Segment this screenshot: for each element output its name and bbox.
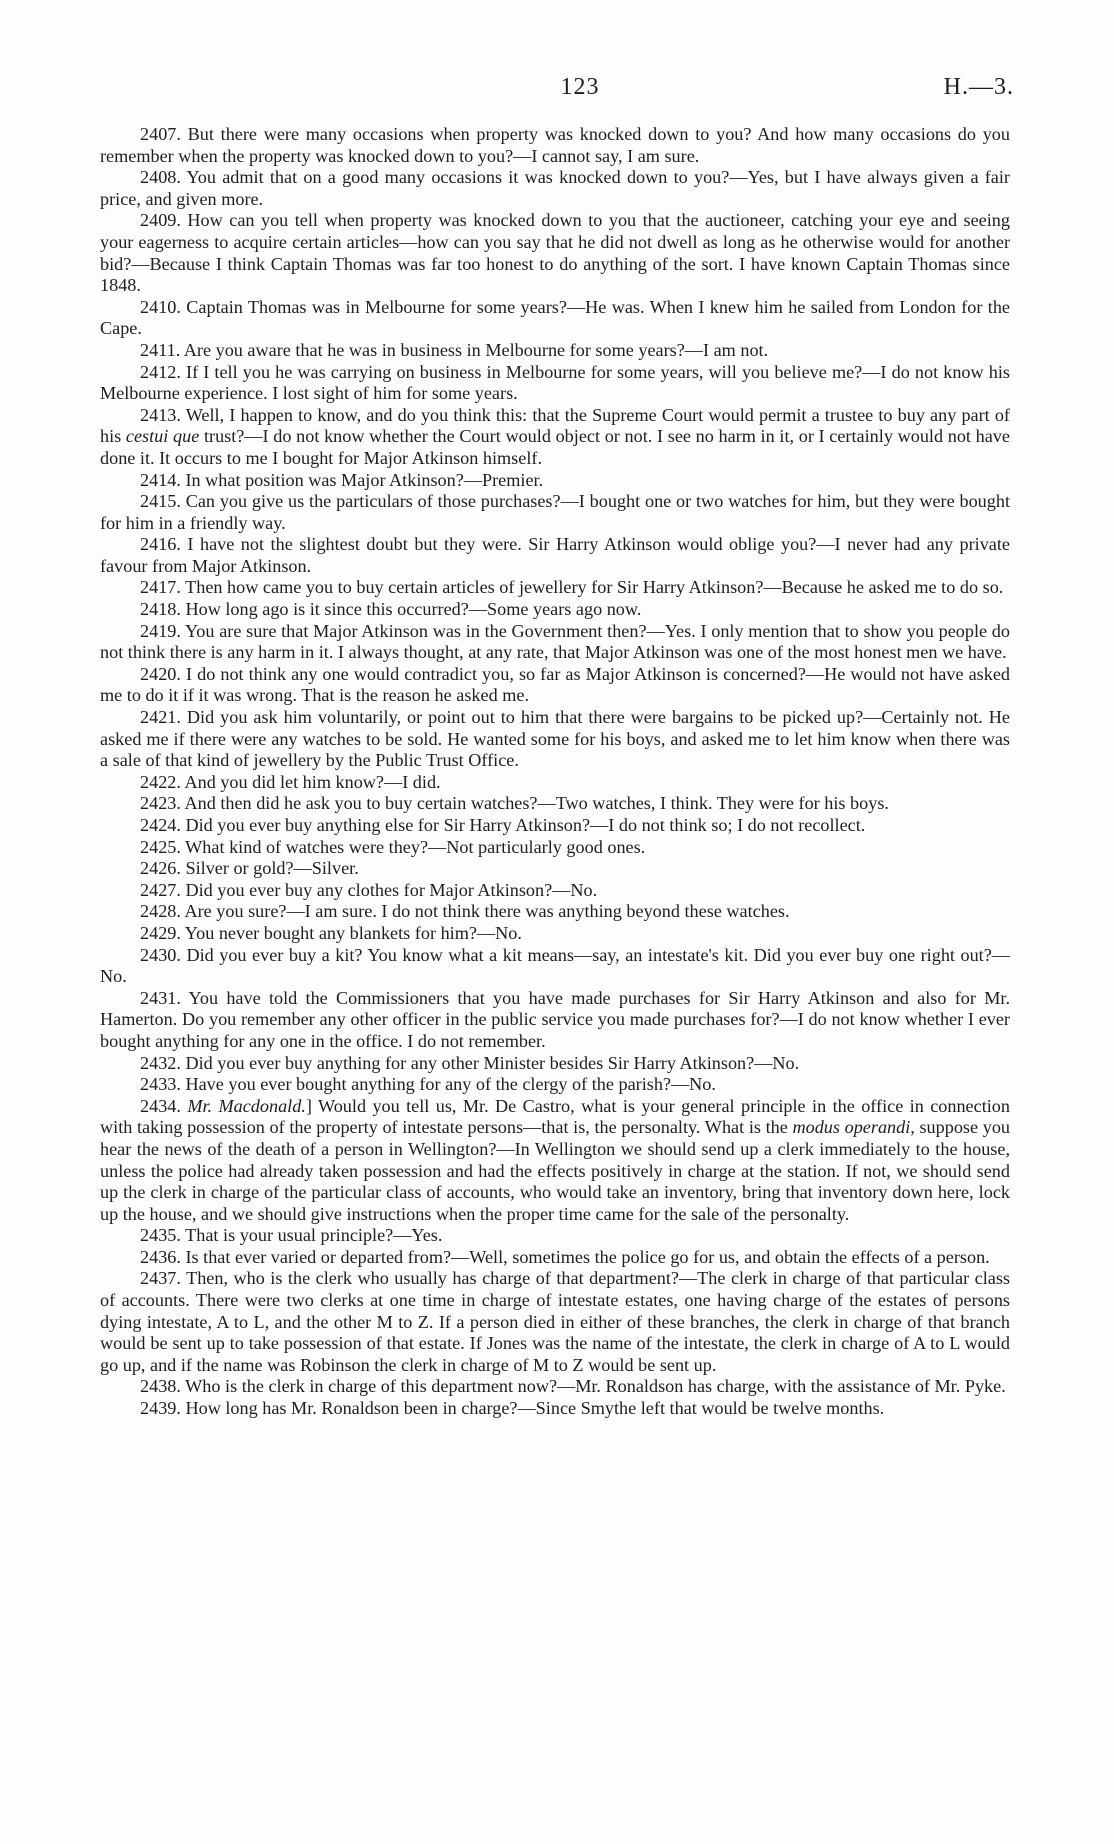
paragraph-2429: 2429. You never bought any blankets for him?—No.	[140, 922, 522, 943]
paragraph-2431: 2431. You have told the Commissioners that you have made purchases for Sir Harry Atkinson and also for Mr. Hamerton. Do you remember any other officer in the public service you made purchases for?—I do not know whether I ever bought anything for any one in the office. I do not remember.	[100, 987, 1010, 1051]
paragraph-2419: 2419. You are sure that Major Atkinson was in the Government then?—Yes. I only mention that to show you people do not think there is any harm in it. I always thought, at any rate, that Major Atkinson was one of the most honest men we have.	[100, 620, 1010, 663]
paragraph-2425: 2425. What kind of watches were they?—Not particularly good ones.	[140, 836, 646, 857]
latin-term-modus-operandi: modus operandi,	[792, 1117, 915, 1138]
paragraph-2424: 2424. Did you ever buy anything else for Sir Harry Atkinson?—I do not think so; I do not recollect.	[140, 815, 866, 835]
paragraph-2417: 2417. Then how came you to buy certain articles of jewellery for Sir Harry Atkinson?—Because he asked me to do so.	[140, 577, 1004, 598]
paragraph-2422: 2422. And you did let him know?—I did.	[140, 771, 441, 792]
paragraph-2438: 2438. Who is the clerk in charge of this department now?—Mr. Ronaldson has charge, with the assistance of Mr. Pyke.	[140, 1376, 1006, 1397]
paragraph-2410: 2410. Captain Thomas was in Melbourne for some years?—He was. When I knew him he sailed from London for the Cape.	[100, 296, 1010, 339]
paragraph-2434: 2434. Mr. Macdonald.] Would you tell us, Mr. De Castro, what is your general principle in the office in connection with taking possession of the property of intestate persons—that is, the personalty. What is the modus operandi, suppose you hear the news of the death of a person in Wellington?—In Wellington we should send up a clerk immediately to the house, unless the police had already taken possession and had the effects positively in charge at the station. If not, we should send up the clerk in charge of the particular class of accounts, who would take an inventory, bring that inventory down here, lock up the house, and we should give instructions when the proper time came for the sale of the personalty.	[100, 1095, 1011, 1224]
paragraph-2432: 2432. Did you ever buy anything for any other Minister besides Sir Harry Atkinson?—No.	[140, 1052, 800, 1073]
paragraph-2433: 2433. Have you ever bought anything for any of the clergy of the parish?—No.	[140, 1074, 716, 1095]
paragraph-2423: 2423. And then did he ask you to buy certain watches?—Two watches, I think. They were for his boys.	[140, 793, 889, 814]
paragraph-2418: 2418. How long ago is it since this occurred?—Some years ago now.	[140, 599, 642, 620]
paragraph-2420: 2420. I do not think any one would contradict you, so far as Major Atkinson is concerned?—He would not have asked me to do it if it was wrong. That is the reason he asked me.	[100, 663, 1010, 706]
latin-term-cestui-que: cestui que	[125, 426, 200, 447]
paragraph-2430: 2430. Did you ever buy a kit? You know what a kit means—say, an intestate's kit. Did you ever buy one right out?—No.	[100, 944, 1010, 987]
testimony-body	[100, 124, 1010, 1420]
paragraph-2408: 2408. You admit that on a good many occasions it was knocked down to you?—Yes, but I have always given a fair price, and given more.	[100, 167, 1010, 209]
speaker-mr-macdonald: Mr. Macdonald.	[187, 1095, 306, 1116]
paragraph-2427: 2427. Did you ever buy any clothes for Major Atkinson?—No.	[140, 879, 598, 900]
paragraph-2409: 2409. How can you tell when property was knocked down to you that the auctioneer, catching your eye and seeing your eagerness to acquire certain articles—how can you say that he did not dwell as long as he otherwise would for another bid?—Because I think Captain Thomas was far too honest to do anything of the sort. I have known Captain Thomas since 1848.	[100, 210, 1010, 296]
page-number: 123	[560, 74, 600, 100]
document-reference: H.—3.	[943, 74, 1014, 100]
paragraph-2415: 2415. Can you give us the particulars of those purchases?—I bought one or two watches for him, but they were bought for him in a friendly way.	[100, 491, 1010, 533]
paragraph-2414: 2414. In what position was Major Atkinson?—Premier.	[140, 469, 544, 490]
paragraph-2436: 2436. Is that ever varied or departed from?—Well, sometimes the police go for us, and obtain the effects of a person.	[140, 1246, 990, 1267]
paragraph-2439: 2439. How long has Mr. Ronaldson been in charge?—Since Smythe left that would be twelve months.	[140, 1398, 885, 1419]
paragraph-2428: 2428. Are you sure?—I am sure. I do not think there was anything beyond these watches.	[140, 901, 790, 922]
paragraph-2412: 2412. If I tell you he was carrying on business in Melbourne for some years, will you believe me?—I do not know his Melbourne experience. I lost sight of him for some years.	[100, 361, 1010, 404]
paragraph-2426: 2426. Silver or gold?—Silver.	[140, 858, 359, 879]
paragraph-2411: 2411. Are you aware that he was in business in Melbourne for some years?—I am not.	[140, 339, 769, 360]
paragraph-2421: 2421. Did you ask him voluntarily, or point out to him that there were bargains to be picked up?—Certainly not. He asked me if there were any watches to be sold. He wanted some for his boys, and asked me to let him know when there was a sale of that kind of jewellery by the Public Trust Office.	[100, 707, 1010, 771]
paragraph-2416: 2416. I have not the slightest doubt but they were. Sir Harry Atkinson would oblige you?—I never had any private favour from Major Atkinson.	[100, 534, 1010, 576]
paragraph-2413: 2413. Well, I happen to know, and do you think this: that the Supreme Court would permit a trustee to buy any part of his cestui que trust?—I do not know whether the Court would object or not. I see no harm in it, or I certainly would not have done it. It occurs to me I bought for Major Atkinson himself.	[100, 404, 1010, 468]
paragraph-2407: 2407. But there were many occasions when property was knocked down to you? And how many occasions do you remember when the property was knocked down to you?—I cannot say, I am sure.	[100, 124, 1010, 166]
paragraph-2437: 2437. Then, who is the clerk who usually has charge of that department?—The clerk in charge of that particular class of accounts. There were two clerks at one time in charge of intestate estates, one having charge of the estates of persons dying intestate, A to L, and the other M to Z. If a person died in either of these branches, the clerk in charge of that branch would be sent up to take possession of that estate. If Jones was the name of the intestate, the clerk in charge of A to L would go up, and if the name was Robinson the clerk in charge of M to Z would be sent up.	[100, 1268, 1010, 1375]
paragraph-2435: 2435. That is your usual principle?—Yes.	[140, 1225, 443, 1246]
